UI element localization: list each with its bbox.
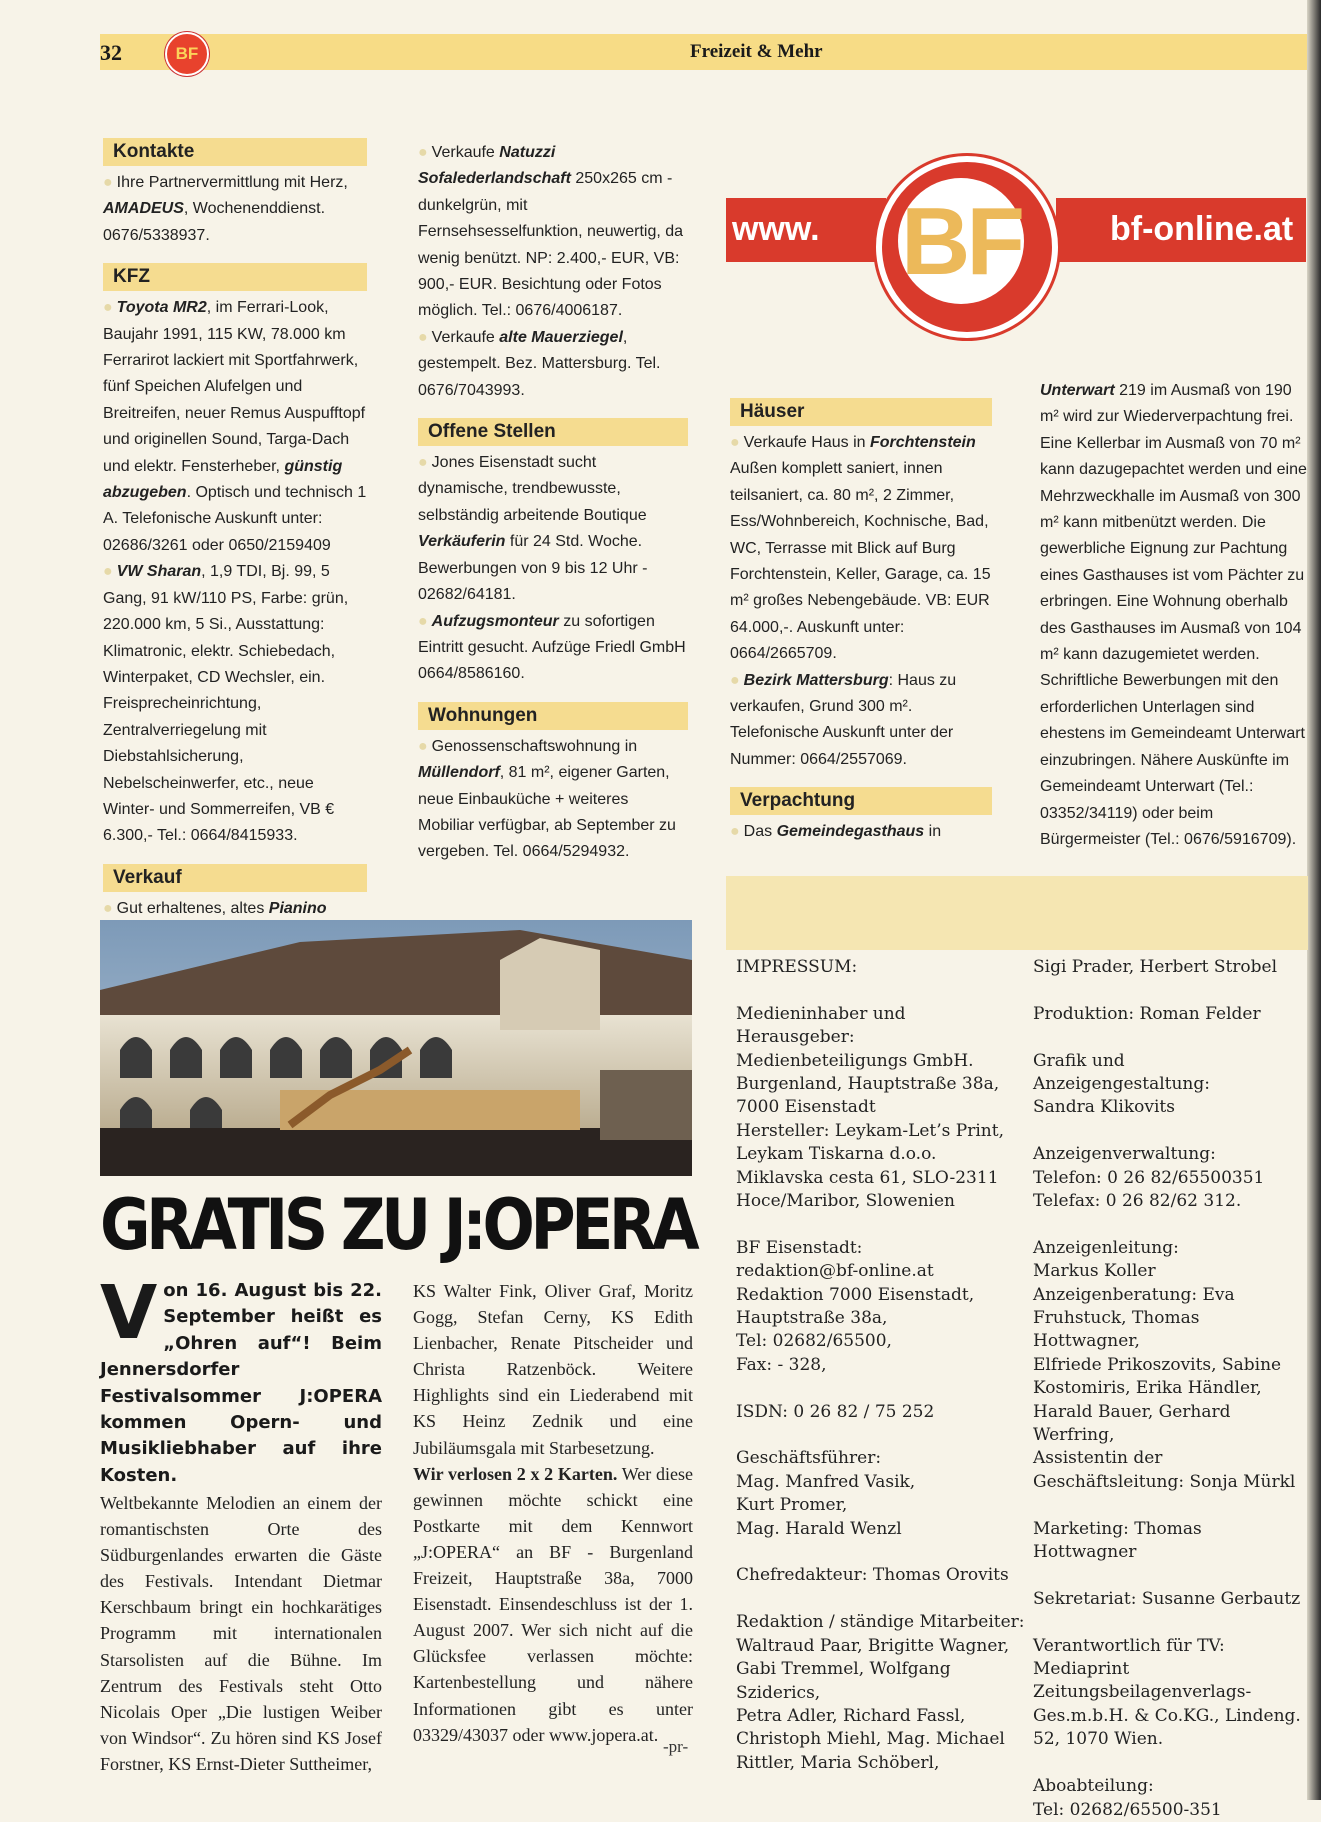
ad-pianino: ● Gut erhaltenes, altes Pianino xyxy=(103,899,327,917)
bullet-icon: ● xyxy=(418,612,428,630)
impressum-left xyxy=(736,956,1026,1775)
impressum-gap xyxy=(736,979,1026,1002)
contest-headline: Wir verlosen 2 x 2 Karten. xyxy=(413,1463,618,1484)
bullet-icon: ● xyxy=(103,174,113,191)
impressum-gap xyxy=(736,1213,1026,1236)
classifieds-column-2 xyxy=(418,140,688,866)
bullet-icon: ● xyxy=(730,671,740,689)
ad-mattersburg: ● Bezirk Mattersburg: Haus zu verkaufen, Grund 300 m². Telefonische Auskunft unter der Nummer: 0664/2557069. xyxy=(730,671,957,768)
bullet-icon: ● xyxy=(418,144,428,161)
impressum-line: Geschäftsführer: xyxy=(736,1448,882,1469)
impressum-line: Rittler, Maria Schöberl, xyxy=(736,1752,940,1773)
impressum-line: BF Eisenstadt: xyxy=(736,1237,863,1258)
impressum-line: Produktion: Roman Felder xyxy=(1033,1003,1261,1024)
impressum-line: Fax: - 328, xyxy=(736,1354,827,1375)
courtyard-stage-photo-icon xyxy=(100,920,692,1176)
impressum-line: Kostomiris, Erika Händler, xyxy=(1033,1378,1262,1399)
ad-vw-sharan: ● VW Sharan, 1,9 TDI, Bj. 99, 5 Gang, 91 kW/110 PS, Farbe: grün, 220.000 km, 5 Si., Ausstattung: Klimatronic, elektr. Schiebedach, Winterpaket, CD Wechsler, ein. Freisprecheinrichtung, Zentralverriegelung mit Diebstahlsicherung, Nebelscheinwerfer, etc., neue Winter- und Sommerreifen, VB € 6.300,- Tel.: 0664/8415933. xyxy=(103,563,349,845)
impressum-line: Anzeigenleitung: xyxy=(1033,1237,1179,1258)
impressum-line[interactable]: redaktion@bf-online.at xyxy=(736,1261,934,1282)
impressum-line: Medienbeteiligungs GmbH. xyxy=(736,1050,974,1071)
article-body-1: Weltbekannte Melodien an einem der romantischsten Orte des Südburgenlandes erwarten die Gäste des Festivals. Intendant Dietmar Kerschbaum bringt ein hochkarätiges Programm mit internationalen Starsolisten auf die Bühne. Im Zentrum des Festivals steht Otto Nicolais Oper „Die lustigen Weiber von Windsor“. Zu hören sind KS Josef Forstner, KS Ernst-Dieter Suttheimer, xyxy=(100,1493,382,1774)
article-title: GRATIS ZU J:OPERA xyxy=(100,1184,696,1266)
impressum-line: 7000 Eisenstadt xyxy=(736,1097,876,1118)
classifieds-column-3 xyxy=(730,392,992,846)
drop-cap: V xyxy=(100,1270,158,1356)
impressum-gap xyxy=(736,1541,1026,1564)
impressum-gap xyxy=(1033,1026,1307,1049)
impressum-line: Assistentin der Geschäftsleitung: Sonja Mürkl xyxy=(1033,1448,1296,1492)
banner-www-text: www. xyxy=(732,210,820,248)
impressum-line: Zeitungsbeilagenverlags- xyxy=(1033,1682,1252,1703)
impressum-gap xyxy=(1033,1120,1307,1143)
article-body-2: KS Walter Fink, Oliver Graf, Moritz Gogg, Stefan Cerny, KS Edith Lienbacher, Renate Pitscheider und Christa Ratzenböck. Weitere Highlights sind ein Liederabend mit KS Heinz Zednik und eine Jubiläumsgala mit Starbesetzung. Wir verlosen 2 x 2 Karten. Wer diese gewinnen möchte schickt eine Postkarte mit dem Kennwort „J:OPERA“ an BF - Burgenland Freizeit, Hauptstraße 38a, 7000 Eisenstadt. Einsendeschluss ist der 1. August 2007. Wer sich nicht auf die Glücksfee verlassen möchte: Kartenbestellung und nähere Informationen gibt es unter 03329/43037 oder www.jopera.at. xyxy=(413,1281,693,1745)
impressum-line: Mediaprint xyxy=(1033,1659,1130,1680)
impressum-line: Mag. Manfred Vasik, xyxy=(736,1471,916,1492)
impressum-line: Kurt Promer, xyxy=(736,1495,848,1516)
impressum-gap xyxy=(736,1377,1026,1400)
bullet-icon: ● xyxy=(730,823,740,841)
impressum-line: Aboabteilung: xyxy=(1033,1776,1154,1797)
ad-forchtenstein: ● Verkaufe Haus in Forchtenstein Außen komplett saniert, innen teilsaniert, ca. 80 m², 2 Zimmer, Ess/Wohnbereich, Kochnische, Bad, WC, Terrasse mit Blick auf Burg Forchtenstein, Keller, Garage, ca. 15 m² großes Nebengebäude. VB: EUR 64.000,-. Auskunft unter: 0664/2665709. xyxy=(730,434,991,663)
bullet-icon: ● xyxy=(418,737,428,755)
ad-muellendorf: ● Genossenschaftswohnung in Müllendorf, 81 m², eigener Garten, neue Einbauküche + weiteres Mobiliar verfügbar, ab September zu vergeben. Tel. 0664/5294932. xyxy=(418,737,676,861)
author-signature: -pr- xyxy=(663,1737,689,1756)
impressum-line: Redaktion / ständige Mitarbeiter: xyxy=(736,1612,1025,1633)
bullet-icon: ● xyxy=(103,899,113,917)
heading-wohnungen: Wohnungen xyxy=(418,702,688,730)
bullet-icon: ● xyxy=(418,454,428,472)
bullet-icon: ● xyxy=(103,299,113,317)
banner-url-text: bf-online.at xyxy=(1110,210,1294,248)
impressum-line: Markus Koller xyxy=(1033,1261,1156,1282)
impressum-line: Anzeigenberatung: Eva Fruhstuck, Thomas Hottwagner, xyxy=(1033,1284,1235,1352)
ad-natuzzi: ● Verkaufe Natuzzi Sofalederlandschaft 250x265 cm - dunkelgrün, mit Fernsehsesselfunktion, neuwertig, da wenig benützt. NP: 2.400,- EUR, VB: 900,- EUR. Besichtung oder Fotos möglich. Tel.: 0676/4006187. xyxy=(418,144,684,320)
impressum-line: Hersteller: Leykam-Let’s Print, xyxy=(736,1120,1004,1141)
impressum-line: Sigi Prader, Herbert Strobel xyxy=(1033,957,1278,977)
impressum-line: Telefax: 0 26 82/62 312. xyxy=(1033,1191,1242,1212)
heading-kontakte: Kontakte xyxy=(103,138,367,166)
impressum-line: Hauptstraße 38a, xyxy=(736,1308,888,1329)
page-number: 32 xyxy=(100,40,122,65)
article-lead: Von 16. August bis 22. September heißt es „Ohren auf“! Beim Jennersdorfer Festivalsommer J:OPERA kommen Opern- und Musikliebhaber auf ihre Kosten. xyxy=(100,1270,382,1486)
impressum-line: Grafik und Anzeigengestaltung: xyxy=(1033,1050,1210,1094)
heading-haeuser: Häuser xyxy=(730,398,992,426)
impressum-line: Harald Bauer, Gerhard Werfring, xyxy=(1033,1401,1231,1446)
section-title: Freizeit & Mehr xyxy=(690,41,823,62)
impressum-line: ISDN: 0 26 82 / 75 252 xyxy=(736,1401,935,1422)
impressum-line: Telefon: 0 26 82/65500351 xyxy=(1033,1167,1265,1188)
impressum-right xyxy=(1033,956,1307,1822)
impressum-line: Sandra Klikovits xyxy=(1033,1097,1175,1118)
impressum-line: Medieninhaber und xyxy=(736,1003,906,1024)
impressum-line: 52, 1070 Wien. xyxy=(1033,1729,1164,1750)
impressum-line: Sekretariat: Susanne Gerbautz xyxy=(1033,1588,1301,1609)
impressum-line: Anzeigenverwaltung: xyxy=(1033,1144,1216,1165)
impressum-line: Christoph Miehl, Mag. Michael xyxy=(736,1729,1005,1750)
impressum-line: IMPRESSUM: xyxy=(736,957,858,977)
impressum-gap xyxy=(1033,1564,1307,1587)
impressum-line: Ges.m.b.H. & Co.KG., Lindeng. xyxy=(1033,1705,1301,1726)
impressum-line: Mag. Harald Wenzl xyxy=(736,1518,902,1539)
impressum-gap xyxy=(1033,1494,1307,1517)
ad-toyota: ● Toyota MR2, im Ferrari-Look, Baujahr 1991, 115 KW, 78.000 km Ferrarirot lackiert mit Sportfahrwerk, fünf Speichen Alufelgen und Breitreifen, neuer Remus Auspufftopf und originellen Sound, Targa-Dach und elektr. Fensterheber, günstig abzugeben. Optisch und technisch 1 A. Telefonische Auskunft unter: 02686/3261 oder 0650/2159409 xyxy=(103,299,367,554)
impressum-line: Gabi Tremmel, Wolfgang Sziderics, xyxy=(736,1659,951,1703)
impressum-line: Petra Adler, Richard Fassl, xyxy=(736,1705,966,1726)
impressum-line: Hoce/Maribor, Slowenien xyxy=(736,1191,955,1212)
impressum-line: Waltraud Paar, Brigitte Wagner, xyxy=(736,1635,1010,1656)
heading-offene-stellen: Offene Stellen xyxy=(418,418,688,446)
bf-logo-icon: BF xyxy=(165,32,209,76)
impressum-gap xyxy=(1033,1611,1307,1634)
impressum-gap xyxy=(1033,1213,1307,1236)
heading-verpachtung: Verpachtung xyxy=(730,787,992,815)
impressum-line: Herausgeber: xyxy=(736,1027,855,1048)
impressum-line: Elfriede Prikoszovits, Sabine xyxy=(1033,1354,1282,1375)
impressum-gap xyxy=(736,1424,1026,1447)
impressum-gap xyxy=(736,1588,1026,1611)
impressum-line: Redaktion 7000 Eisenstadt, xyxy=(736,1284,975,1305)
ad-gemeindegasthaus: ● Das Gemeindegasthaus in xyxy=(730,823,942,841)
classifieds-column-1 xyxy=(103,132,367,975)
impressum-line: Burgenland, Hauptstraße 38a, xyxy=(736,1074,1000,1095)
ad-amadeus: ● Ihre Partnervermittlung mit Herz, AMADEUS, Wochenenddienst. 0676/5338937. xyxy=(103,174,348,244)
ad-aufzugsmonteur: ● Aufzugsmonteur zu sofortigen Eintritt gesucht. Aufzüge Friedl GmbH 0664/8586160. xyxy=(418,612,686,683)
impressum-line: Miklavska cesta 61, SLO-2311 xyxy=(736,1167,999,1188)
bullet-icon: ● xyxy=(730,434,740,451)
ad-jones: ● Jones Eisenstadt sucht dynamische, trendbewusste, selbständig arbeitende Boutique Verkäuferin für 24 Std. Woche. Bewerbungen von 9 bis 12 Uhr - 02682/64181. xyxy=(418,454,648,604)
impressum-line: Verantwortlich für TV: xyxy=(1033,1635,1225,1656)
impressum-gap xyxy=(1033,1752,1307,1775)
impressum-line: Chefredakteur: Thomas Orovits xyxy=(736,1565,1009,1586)
heading-verkauf: Verkauf xyxy=(103,864,367,892)
impressum-gap xyxy=(1033,979,1307,1002)
impressum-line: Tel: 02682/65500-351 xyxy=(1033,1799,1222,1820)
bullet-icon: ● xyxy=(418,328,428,346)
classifieds-column-4 xyxy=(1040,378,1308,853)
ad-unterwart: Unterwart 219 im Ausmaß von 190 m² wird zur Wiederverpachtung frei. Eine Kellerbar im Ausmaß von 70 m² kann dazugepachtet werden und eine Mehrzweckhalle im Ausmaß von 300 m² kann mitbenützt werden. Die gewerbliche Eignung zur Pachtung eines Gasthauses ist vom Pächter zu erbringen. Eine Wohnung oberhalb des Gasthauses im Ausmaß von 104 m² kann dazugemietet werden. Schriftliche Bewerbungen mit den erforderlichen Unterlagen sind ehestens im Gemeindeamt Unterwart einzubringen. Nähere Auskünfte im Gemeindeamt Unterwart (Tel.: 03352/34119) oder beim Bürgermeister (Tel.: 0676/5916709). xyxy=(1040,382,1307,848)
bf-online-banner[interactable] xyxy=(726,152,1306,370)
shaded-strip xyxy=(726,876,1308,950)
page-binding-edge xyxy=(1307,0,1321,1800)
impressum-line: Marketing: Thomas Hottwagner xyxy=(1033,1518,1202,1563)
bf-logo-icon: BF xyxy=(901,188,1021,295)
bullet-icon: ● xyxy=(103,563,113,581)
ad-mauerziegel: ● Verkaufe alte Mauerziegel, gestempelt. Bez. Mattersburg. Tel. 0676/7043993. xyxy=(418,328,661,399)
heading-kfz: KFZ xyxy=(103,263,367,291)
impressum-line: Leykam Tiskarna d.o.o. xyxy=(736,1144,937,1165)
impressum-line: Tel: 02682/65500, xyxy=(736,1331,892,1352)
